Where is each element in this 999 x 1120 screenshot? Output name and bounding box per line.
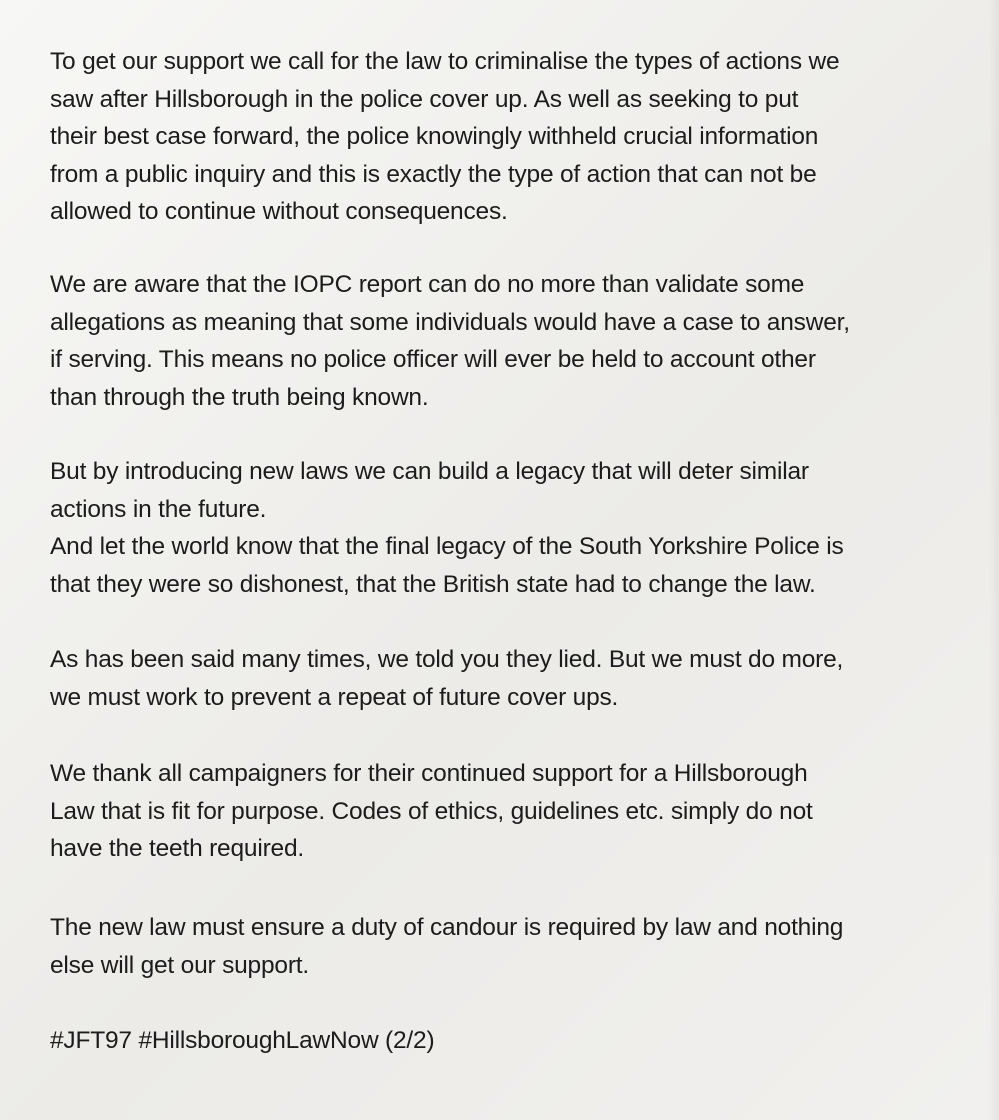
text-line: else will get our support. bbox=[50, 951, 309, 979]
text-line: As has been said many times, we told you they lied. But we must do more, bbox=[50, 646, 844, 673]
text-line: have the teeth required. bbox=[50, 835, 304, 862]
page-edge-shadow bbox=[989, 0, 999, 1120]
text-line: actions in the future. bbox=[50, 495, 267, 523]
text-line: than through the truth being known. bbox=[50, 383, 429, 411]
text-line: allegations as meaning that some individuals would have a case to answer, bbox=[50, 308, 850, 336]
text-line: we must work to prevent a repeat of future cover ups. bbox=[50, 683, 619, 711]
hashtag-line: #JFT97 #HillsboroughLawNow (2/2) bbox=[50, 1027, 435, 1054]
paragraph-iopc-report bbox=[50, 266, 850, 416]
paragraph-told-you-they-lied bbox=[50, 641, 843, 716]
text-line: Law that is fit for purpose. Codes of ethics, guidelines etc. simply do not bbox=[50, 797, 813, 825]
text-line: saw after Hillsborough in the police cover up. As well as seeking to put bbox=[50, 85, 799, 113]
text-line: We are aware that the IOPC report can do no more than validate some bbox=[50, 271, 805, 298]
text-line: To get our support we call for the law to criminalise the types of actions we bbox=[50, 48, 840, 75]
paragraph-criminalise-cover-up bbox=[50, 43, 839, 231]
text-line: that they were so dishonest, that the British state had to change the law. bbox=[50, 570, 816, 598]
text-line: But by introducing new laws we can build a legacy that will deter similar bbox=[50, 458, 809, 485]
text-line: their best case forward, the police knowingly withheld crucial information bbox=[50, 123, 819, 150]
text-line: from a public inquiry and this is exactly the type of action that can not be bbox=[50, 160, 817, 188]
text-line: The new law must ensure a duty of candour is required by law and nothing bbox=[50, 914, 844, 941]
paragraph-new-laws-legacy bbox=[50, 453, 844, 603]
hashtags bbox=[50, 1022, 434, 1060]
text-line: We thank all campaigners for their continued support for a Hillsborough bbox=[50, 760, 808, 787]
text-line: if serving. This means no police officer will ever be held to account other bbox=[50, 346, 816, 373]
paragraph-duty-of-candour bbox=[50, 909, 843, 984]
text-line: allowed to continue without consequences. bbox=[50, 198, 508, 225]
text-line: And let the world know that the final legacy of the South Yorkshire Police is bbox=[50, 533, 844, 560]
paragraph-thank-campaigners bbox=[50, 755, 813, 868]
